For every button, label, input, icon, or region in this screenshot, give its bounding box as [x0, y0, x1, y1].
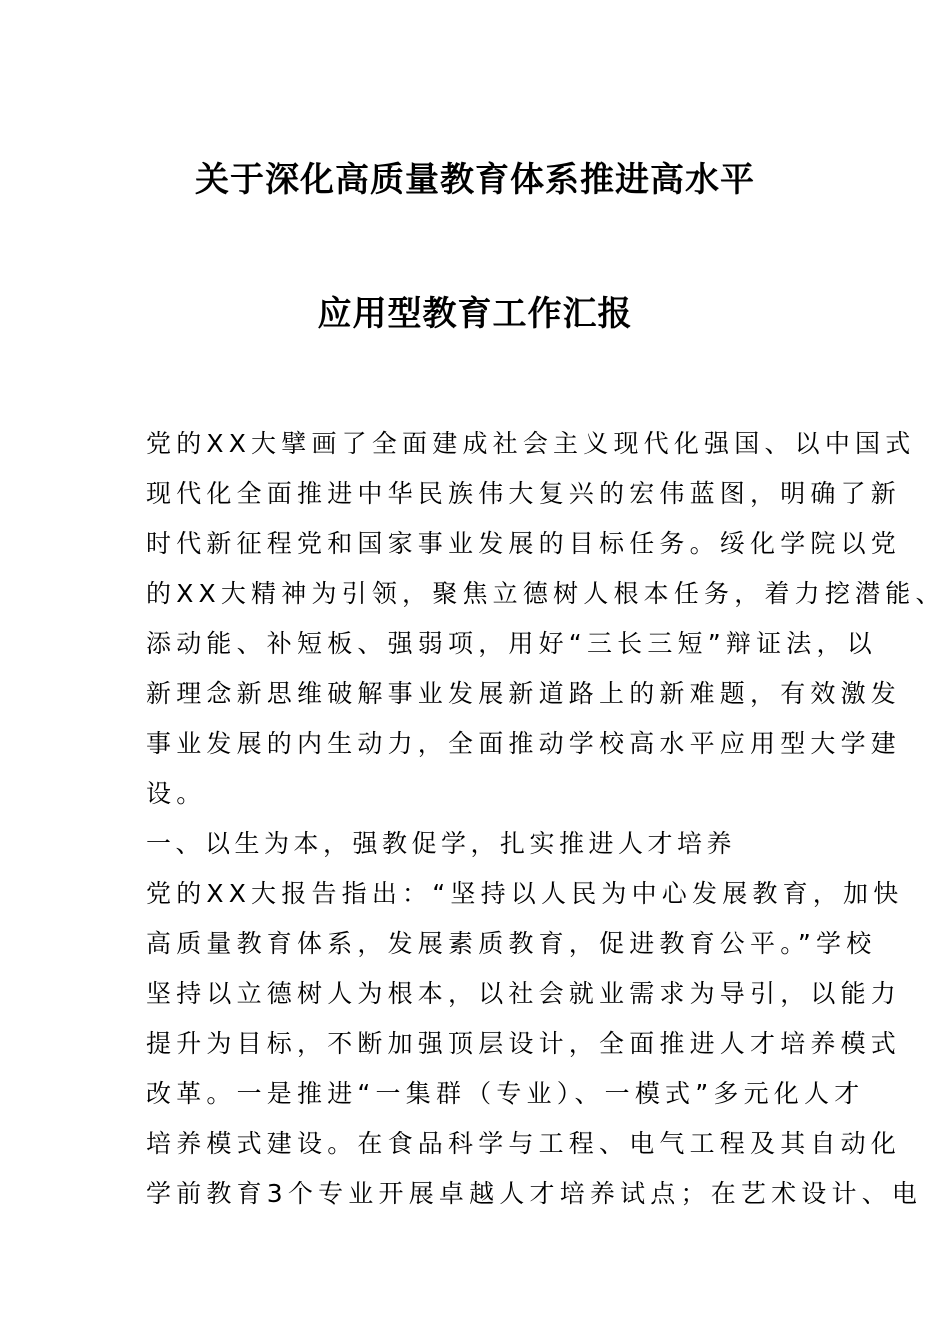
body-line: 学前教育3个专业开展卓越人才培养试点；在艺术设计、电 [146, 1179, 923, 1208]
body-line: 新理念新思维破解事业发展新道路上的新难题，有效激发 [146, 679, 902, 708]
body-line: 培养模式建设。在食品科学与工程、电气工程及其自动化 [146, 1129, 902, 1158]
body-line: 党的XX大擘画了全面建成社会主义现代化强国、以中国式 [146, 429, 916, 458]
body-line: 添动能、补短板、强弱项，用好“三长三短”辩证法，以 [146, 629, 877, 658]
document-title-line-2: 应用型教育工作汇报 [317, 294, 633, 334]
body-line: 高质量教育体系，发展素质教育，促进教育公平。”学校 [146, 929, 877, 958]
body-line: 改革。一是推进“一集群（专业）、一模式”多元化人才 [146, 1079, 865, 1108]
body-line: 时代新征程党和国家事业发展的目标任务。绥化学院以党 [146, 529, 902, 558]
body-line: 坚持以立德树人为根本，以社会就业需求为导引，以能力 [146, 979, 902, 1008]
document-title-line-1: 关于深化高质量教育体系推进高水平 [195, 160, 755, 200]
document-body [146, 424, 946, 1224]
body-line: 事业发展的内生动力，全面推动学校高水平应用型大学建 [146, 729, 902, 758]
body-line: 党的XX大报告指出：“坚持以人民为中心发展教育，加快 [146, 879, 904, 908]
body-line: 设。 [146, 779, 207, 808]
body-line: 提升为目标，不断加强顶层设计，全面推进人才培养模式 [146, 1029, 902, 1058]
body-line: 的XX大精神为引领，聚焦立德树人根本任务，着力挖潜能、 [146, 579, 946, 608]
body-line: 现代化全面推进中华民族伟大复兴的宏伟蓝图，明确了新 [146, 479, 902, 508]
section-heading: 一、以生为本，强教促学，扎实推进人才培养 [146, 829, 737, 858]
